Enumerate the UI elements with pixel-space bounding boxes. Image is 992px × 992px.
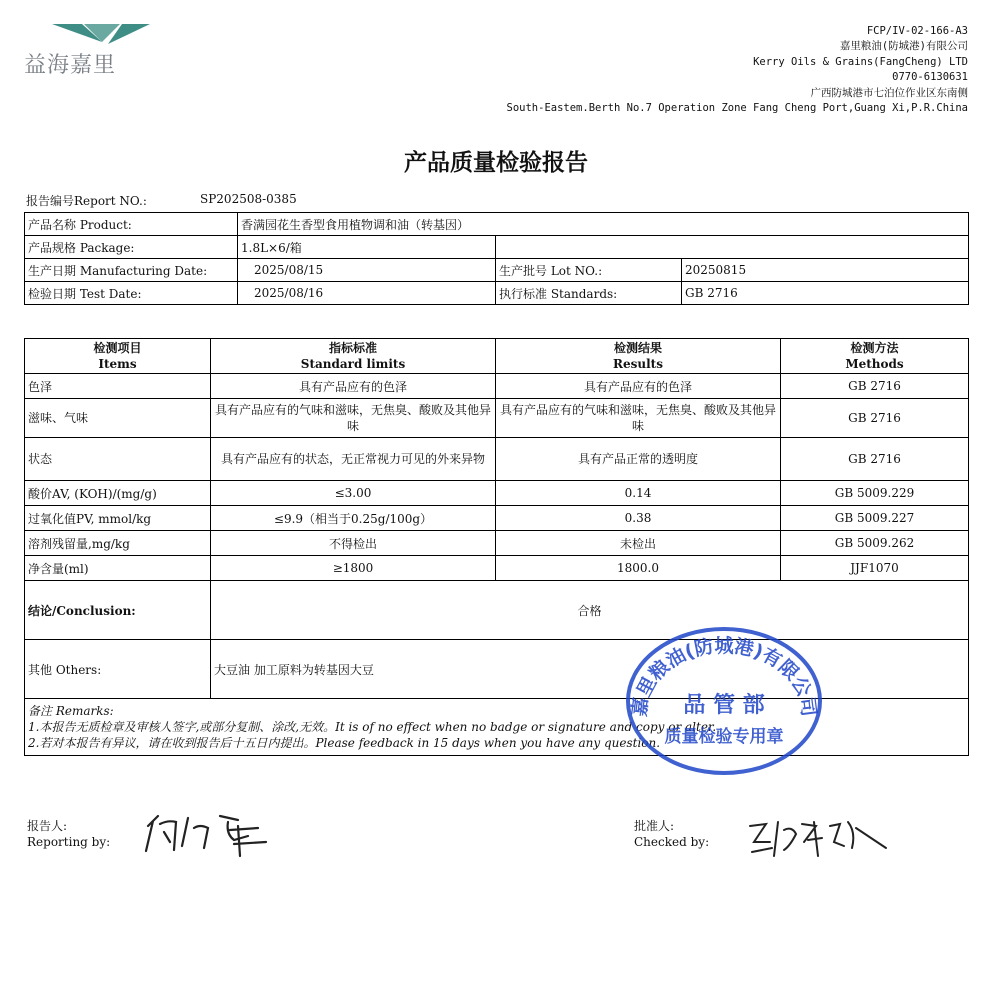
manufacturing-row	[25, 259, 969, 282]
document-code: FCP/IV-02-166-A3	[866, 25, 968, 37]
reporter-label-en: Reporting by:	[27, 835, 111, 849]
result-cell: 0.38	[496, 506, 781, 531]
limit-cell: 具有产品应有的色泽	[211, 374, 496, 399]
limit-cell: ≤9.9（相当于0.25g/100g）	[211, 506, 496, 531]
company-name-en: Kerry Oils & Grains(FangCheng) LTD	[753, 55, 968, 68]
table-row	[25, 556, 969, 581]
lot-value: 20250815	[682, 259, 969, 282]
limit-cell: 具有产品应有的气味和滋味，无焦臭、酸败及其他异味	[211, 399, 496, 438]
item-cell: 过氧化值PV, mmol/kg	[25, 506, 211, 531]
table-row	[25, 438, 969, 481]
address-cn: 广西防城港市七泊位作业区东南侧	[810, 86, 968, 99]
item-cell: 溶剂残留量,mg/kg	[25, 531, 211, 556]
table-row	[25, 399, 969, 438]
method-cell: GB 2716	[781, 399, 969, 438]
header-results: 检测结果 Results	[496, 339, 781, 374]
company-name-cn: 嘉里粮油(防城港)有限公司	[839, 40, 968, 53]
report-title: 产品质量检验报告	[404, 150, 588, 176]
item-cell: 滋味、气味	[25, 399, 211, 438]
phone-number: 0770-6130631	[892, 71, 968, 84]
product-label: 产品名称 Product:	[25, 213, 238, 236]
header-standard-limits: 指标标准 Standard limits	[211, 339, 496, 374]
report-number	[26, 192, 297, 209]
product-info-table	[24, 212, 969, 305]
result-cell: 具有产品正常的透明度	[496, 438, 781, 481]
item-cell: 色泽	[25, 374, 211, 399]
result-cell: 具有产品应有的气味和滋味，无焦臭、酸败及其他异味	[496, 399, 781, 438]
remark-line-1: 1.本报告无质检章及审核人签字,或部分复制、涂改,无效。It is of no effect when no badge or signature and copy or alter.	[28, 720, 717, 734]
item-cell: 净含量(ml)	[25, 556, 211, 581]
test-date-value: 2025/08/16	[238, 282, 496, 305]
company-header	[507, 24, 968, 116]
checker-label-en: Checked by:	[634, 835, 710, 849]
conclusion-value: 合格	[211, 581, 969, 640]
remarks-row	[25, 699, 969, 756]
product-value: 香满园花生香型食用植物调和油（转基因）	[238, 213, 969, 236]
result-cell: 具有产品应有的色泽	[496, 374, 781, 399]
checker-signature	[744, 812, 894, 864]
method-cell: GB 5009.227	[781, 506, 969, 531]
table-row	[25, 481, 969, 506]
table-row	[25, 506, 969, 531]
manufacturing-date-label: 生产日期 Manufacturing Date:	[25, 259, 238, 282]
method-cell: GB 2716	[781, 374, 969, 399]
reporter-signature	[138, 806, 288, 866]
limit-cell: 具有产品应有的状态，无正常视力可见的外来异物	[211, 438, 496, 481]
conclusion-label: 结论/Conclusion:	[25, 581, 211, 640]
checker-label-cn: 批准人:	[634, 819, 675, 833]
table-row	[25, 374, 969, 399]
product-row	[25, 213, 969, 236]
result-cell: 未检出	[496, 531, 781, 556]
method-cell: JJF1070	[781, 556, 969, 581]
report-number-value: SP202508-0385	[200, 192, 297, 206]
header-methods: 检测方法 Methods	[781, 339, 969, 374]
others-label: 其他 Others:	[25, 640, 211, 699]
table-header-row	[25, 339, 969, 374]
method-cell: GB 2716	[781, 438, 969, 481]
table-row	[25, 531, 969, 556]
package-value: 1.8L×6/箱	[238, 236, 496, 259]
reporter-label-cn: 报告人:	[27, 819, 68, 833]
empty-cell	[496, 236, 969, 259]
reporter-label	[27, 818, 110, 850]
logo-text: 益海嘉里	[24, 53, 117, 78]
package-row	[25, 236, 969, 259]
package-label: 产品规格 Package:	[25, 236, 238, 259]
method-cell: GB 5009.229	[781, 481, 969, 506]
quality-inspection-stamp	[624, 626, 824, 776]
stamp-bottom-text: 质量检验专用章	[664, 727, 784, 747]
limit-cell: 不得检出	[211, 531, 496, 556]
method-cell: GB 5009.262	[781, 531, 969, 556]
remark-line-2: 2.若对本报告有异议，请在收到报告后十五日内提出。Please feedback in 15 days when you have any question.	[28, 736, 661, 750]
manufacturing-date-value: 2025/08/15	[238, 259, 496, 282]
standards-value: GB 2716	[682, 282, 969, 305]
conclusion-row	[25, 581, 969, 640]
item-cell: 状态	[25, 438, 211, 481]
limit-cell: ≤3.00	[211, 481, 496, 506]
limit-cell: ≥1800	[211, 556, 496, 581]
remarks-cell	[25, 699, 969, 756]
stamp-center-text: 品 管 部	[683, 693, 765, 718]
result-cell: 1800.0	[496, 556, 781, 581]
standards-label: 执行标准 Standards:	[496, 282, 682, 305]
item-cell: 酸价AV, (KOH)/(mg/g)	[25, 481, 211, 506]
remarks-title: 备注 Remarks:	[28, 704, 114, 718]
header-items: 检测项目 Items	[25, 339, 211, 374]
lot-label: 生产批号 Lot NO.:	[496, 259, 682, 282]
checker-label	[634, 818, 709, 850]
report-number-label: 报告编号Report NO.:	[26, 194, 147, 208]
test-date-row	[25, 282, 969, 305]
inspection-results-table	[24, 338, 969, 756]
others-row	[25, 640, 969, 699]
address-en: South-Eastem.Berth No.7 Operation Zone Fang Cheng Port,Guang Xi,P.R.China	[506, 102, 968, 115]
others-value: 大豆油 加工原料为转基因大豆	[211, 640, 969, 699]
stamp-ring-text: 嘉里粮油(防城港)有限公司	[628, 635, 820, 718]
test-date-label: 检验日期 Test Date:	[25, 282, 238, 305]
result-cell: 0.14	[496, 481, 781, 506]
